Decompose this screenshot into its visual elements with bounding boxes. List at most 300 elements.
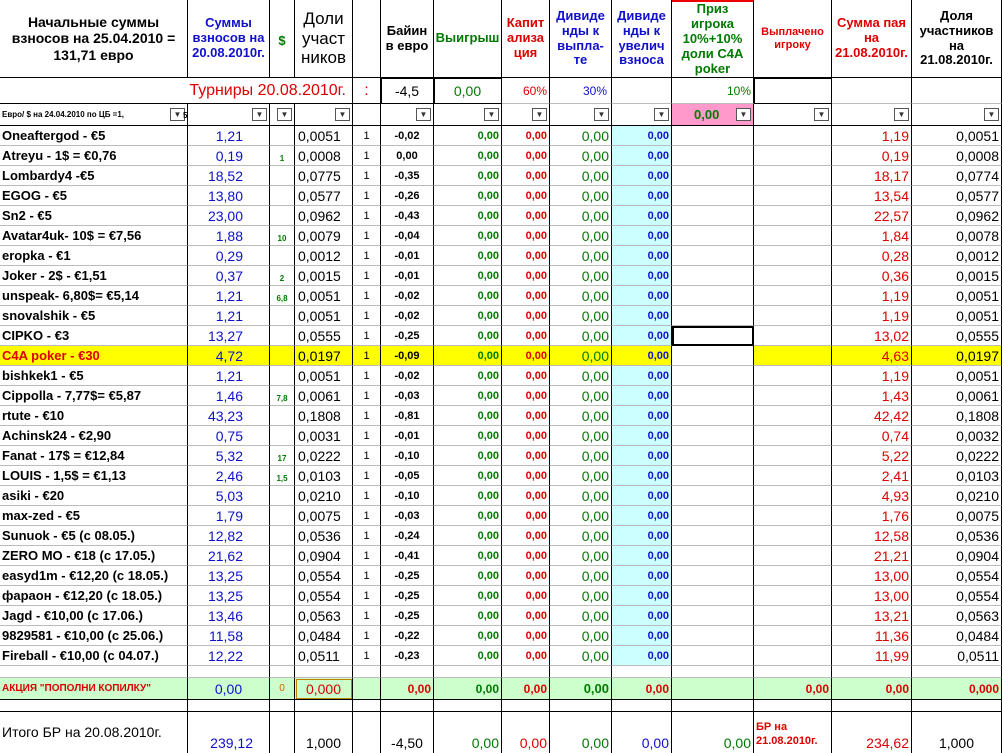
totals-sum: 234,62 [832, 712, 912, 753]
row-13-cap: 0,00 [502, 386, 550, 406]
row-9-prize [672, 306, 754, 326]
row-1-cap: 0,00 [502, 146, 550, 166]
row-14-paid [754, 406, 832, 426]
row-23-sum: 13,00 [832, 586, 912, 606]
row-17-paid [754, 466, 832, 486]
row-25-sum: 11,36 [832, 626, 912, 646]
row-22-buyin: -0,25 [381, 566, 434, 586]
dropdown-arrow-icon[interactable]: ▼ [484, 108, 499, 121]
row-20-win: 0,00 [434, 526, 502, 546]
row-23-name: фараон - €12,20 (с 18.05.) [0, 586, 188, 606]
row-11-name: C4A poker - €30 [0, 346, 188, 366]
row-22-name: easyd1m - €12,20 (с 18.05.) [0, 566, 188, 586]
row-5-buyin: -0,04 [381, 226, 434, 246]
row-5-win: 0,00 [434, 226, 502, 246]
row-0-usd [270, 126, 295, 146]
dropdown-arrow-icon[interactable]: ▼ [814, 108, 829, 121]
row-0-one: 1 [353, 126, 381, 146]
row-6-contrib: 0,29 [188, 246, 270, 266]
row-21-sum: 21,21 [832, 546, 912, 566]
row-12-frac: 0,0051 [912, 366, 1002, 386]
row-10-frac: 0,0555 [912, 326, 1002, 346]
row-12-sum: 1,19 [832, 366, 912, 386]
row-23-share: 0,0554 [295, 586, 353, 606]
row-25-contrib: 11,58 [188, 626, 270, 646]
row-16-paid [754, 446, 832, 466]
row-16-frac: 0,0222 [912, 446, 1002, 466]
row-15-cap: 0,00 [502, 426, 550, 446]
row-7-one: 1 [353, 266, 381, 286]
row-3-frac: 0,0577 [912, 186, 1002, 206]
row-19-divpay: 0,00 [550, 506, 612, 526]
row-9-contrib: 1,21 [188, 306, 270, 326]
row-11-divpay: 0,00 [550, 346, 612, 366]
row-6-one: 1 [353, 246, 381, 266]
row-18-share: 0,0210 [295, 486, 353, 506]
tournament-cap-pct: 60% [502, 78, 550, 104]
row-25-share: 0,0484 [295, 626, 353, 646]
row-15-contrib: 0,75 [188, 426, 270, 446]
row-20-one: 1 [353, 526, 381, 546]
header-divinc: Дивиде нды к увелич взноса [612, 0, 672, 78]
row-17-contrib: 2,46 [188, 466, 270, 486]
row-25-divinc: 0,00 [612, 626, 672, 646]
row-20-divinc: 0,00 [612, 526, 672, 546]
totals-one [353, 712, 381, 753]
header-blank [353, 0, 381, 78]
row-5-sum: 1,84 [832, 226, 912, 246]
row-5-contrib: 1,88 [188, 226, 270, 246]
gap-prize [672, 700, 754, 712]
tournament-win[interactable]: 0,00 [434, 78, 502, 104]
totals-divinc: 0,00 [612, 712, 672, 753]
row-2-one: 1 [353, 166, 381, 186]
row-14-name: rtute - €10 [0, 406, 188, 426]
row-18-prize [672, 486, 754, 506]
dropdown-arrow-icon[interactable]: ▼ [894, 108, 909, 121]
spacer-prize [672, 666, 754, 678]
row-13-divpay: 0,00 [550, 386, 612, 406]
row-6-name: eropka - €1 [0, 246, 188, 266]
row-6-prize [672, 246, 754, 266]
row-26-sum: 11,99 [832, 646, 912, 666]
dropdown-arrow-icon[interactable]: ▼ [654, 108, 669, 121]
row-3-name: EGOG - €5 [0, 186, 188, 206]
row-4-contrib: 23,00 [188, 206, 270, 226]
row-9-name: snovalshik - €5 [0, 306, 188, 326]
row-25-divpay: 0,00 [550, 626, 612, 646]
row-11-sum: 4,63 [832, 346, 912, 366]
row-19-usd [270, 506, 295, 526]
row-5-cap: 0,00 [502, 226, 550, 246]
row-18-name: asiki - €20 [0, 486, 188, 506]
row-7-sum: 0,36 [832, 266, 912, 286]
row-10-cap: 0,00 [502, 326, 550, 346]
row-24-prize [672, 606, 754, 626]
row-24-divpay: 0,00 [550, 606, 612, 626]
row-7-frac: 0,0015 [912, 266, 1002, 286]
spacer-one [353, 666, 381, 678]
tournament-frac-blank [912, 78, 1002, 104]
row-18-buyin: -0,10 [381, 486, 434, 506]
row-11-share: 0,0197 [295, 346, 353, 366]
row-19-cap: 0,00 [502, 506, 550, 526]
row-3-usd [270, 186, 295, 206]
row-22-prize [672, 566, 754, 586]
row-18-paid [754, 486, 832, 506]
row-25-cap: 0,00 [502, 626, 550, 646]
row-1-frac: 0,0008 [912, 146, 1002, 166]
row-6-usd [270, 246, 295, 266]
row-1-contrib: 0,19 [188, 146, 270, 166]
row-4-prize [672, 206, 754, 226]
row-19-contrib: 1,79 [188, 506, 270, 526]
gap-cap [502, 700, 550, 712]
row-3-paid [754, 186, 832, 206]
header-initial: Начальные суммы взносов на 25.04.2010 = 131,71 евро [0, 0, 188, 78]
row-5-prize [672, 226, 754, 246]
gap-buyin [381, 700, 434, 712]
row-4-cap: 0,00 [502, 206, 550, 226]
row-3-contrib: 13,80 [188, 186, 270, 206]
row-23-divinc: 0,00 [612, 586, 672, 606]
row-10-divinc: 0,00 [612, 326, 672, 346]
row-7-divinc: 0,00 [612, 266, 672, 286]
action-contrib: 0,00 [188, 678, 270, 700]
row-12-prize [672, 366, 754, 386]
row-2-name: Lombardy4 -€5 [0, 166, 188, 186]
spacer-sum [832, 666, 912, 678]
row-14-sum: 42,42 [832, 406, 912, 426]
row-8-paid [754, 286, 832, 306]
row-4-divpay: 0,00 [550, 206, 612, 226]
action-usd: 0 [270, 678, 295, 700]
row-23-frac: 0,0554 [912, 586, 1002, 606]
row-14-divpay: 0,00 [550, 406, 612, 426]
header-cap: Капит ализа ция [502, 0, 550, 78]
row-20-divpay: 0,00 [550, 526, 612, 546]
dropdown-arrow-icon[interactable]: ▼ [277, 108, 292, 121]
row-5-paid [754, 226, 832, 246]
row-14-contrib: 43,23 [188, 406, 270, 426]
header-divpay: Дивиде нды к выпла- те [550, 0, 612, 78]
row-14-usd [270, 406, 295, 426]
row-26-usd [270, 646, 295, 666]
row-15-paid [754, 426, 832, 446]
row-13-paid [754, 386, 832, 406]
row-8-one: 1 [353, 286, 381, 306]
row-15-buyin: -0,01 [381, 426, 434, 446]
row-25-paid [754, 626, 832, 646]
row-22-divinc: 0,00 [612, 566, 672, 586]
row-3-win: 0,00 [434, 186, 502, 206]
row-20-contrib: 12,82 [188, 526, 270, 546]
row-8-contrib: 1,21 [188, 286, 270, 306]
row-24-divinc: 0,00 [612, 606, 672, 626]
row-21-one: 1 [353, 546, 381, 566]
row-17-sum: 2,41 [832, 466, 912, 486]
header-contrib: Суммы взносов на 20.08.2010г. [188, 0, 270, 78]
row-19-prize [672, 506, 754, 526]
row-16-divpay: 0,00 [550, 446, 612, 466]
row-21-usd [270, 546, 295, 566]
gap-one [353, 700, 381, 712]
totals-buyin: -4,50 [381, 712, 434, 753]
row-22-usd [270, 566, 295, 586]
row-11-cap: 0,00 [502, 346, 550, 366]
row-26-divpay: 0,00 [550, 646, 612, 666]
dropdown-arrow-icon[interactable]: ▼ [416, 108, 431, 121]
row-19-buyin: -0,03 [381, 506, 434, 526]
row-14-divinc: 0,00 [612, 406, 672, 426]
row-17-frac: 0,0103 [912, 466, 1002, 486]
row-16-win: 0,00 [434, 446, 502, 466]
row-5-usd: 10 [270, 226, 295, 246]
row-9-win: 0,00 [434, 306, 502, 326]
row-23-win: 0,00 [434, 586, 502, 606]
row-10-prize[interactable] [672, 326, 754, 346]
row-5-name: Avatar4uk- 10$ = €7,56 [0, 226, 188, 246]
tournament-prize-pct: 10% [672, 78, 754, 104]
row-11-buyin: -0,09 [381, 346, 434, 366]
row-4-usd [270, 206, 295, 226]
row-26-frac: 0,0511 [912, 646, 1002, 666]
row-1-paid [754, 146, 832, 166]
action-share: 0,000 [295, 678, 353, 700]
row-22-paid [754, 566, 832, 586]
row-6-cap: 0,00 [502, 246, 550, 266]
row-23-contrib: 13,25 [188, 586, 270, 606]
row-20-frac: 0,0536 [912, 526, 1002, 546]
row-2-frac: 0,0774 [912, 166, 1002, 186]
spacer-divpay [550, 666, 612, 678]
gap-name [0, 700, 188, 712]
row-17-prize [672, 466, 754, 486]
row-0-sum: 1,19 [832, 126, 912, 146]
row-2-cap: 0,00 [502, 166, 550, 186]
row-15-name: Achinsk24 - €2,90 [0, 426, 188, 446]
row-16-one: 1 [353, 446, 381, 466]
action-buyin: 0,00 [381, 678, 434, 700]
totals-share: 1,000 [295, 712, 353, 753]
row-17-win: 0,00 [434, 466, 502, 486]
row-17-cap: 0,00 [502, 466, 550, 486]
dropdown-arrow-icon[interactable]: ▼ [984, 108, 999, 121]
row-18-sum: 4,93 [832, 486, 912, 506]
row-0-share: 0,0051 [295, 126, 353, 146]
row-12-paid [754, 366, 832, 386]
dropdown-arrow-icon[interactable]: ▼ [532, 108, 547, 121]
row-1-win: 0,00 [434, 146, 502, 166]
gap-divpay [550, 700, 612, 712]
row-25-usd [270, 626, 295, 646]
row-13-one: 1 [353, 386, 381, 406]
row-7-win: 0,00 [434, 266, 502, 286]
row-17-usd: 1,5 [270, 466, 295, 486]
row-3-share: 0,0577 [295, 186, 353, 206]
row-3-divpay: 0,00 [550, 186, 612, 206]
row-10-buyin: -0,25 [381, 326, 434, 346]
totals-contrib: 239,12 [188, 712, 270, 753]
row-25-prize [672, 626, 754, 646]
action-sum: 0,00 [832, 678, 912, 700]
row-13-buyin: -0,03 [381, 386, 434, 406]
row-12-one: 1 [353, 366, 381, 386]
row-7-paid [754, 266, 832, 286]
row-24-paid [754, 606, 832, 626]
row-19-one: 1 [353, 506, 381, 526]
action-frac: 0,000 [912, 678, 1002, 700]
spacer-win [434, 666, 502, 678]
row-21-buyin: -0,41 [381, 546, 434, 566]
row-21-share: 0,0904 [295, 546, 353, 566]
row-19-divinc: 0,00 [612, 506, 672, 526]
spacer-contrib [188, 666, 270, 678]
row-16-sum: 5,22 [832, 446, 912, 466]
row-19-name: max-zed - €5 [0, 506, 188, 526]
row-9-cap: 0,00 [502, 306, 550, 326]
row-22-sum: 13,00 [832, 566, 912, 586]
row-24-usd [270, 606, 295, 626]
row-13-usd: 7,8 [270, 386, 295, 406]
row-7-divpay: 0,00 [550, 266, 612, 286]
header-paid: Выплачено игроку [754, 0, 832, 78]
totals-frac: 1,000 [912, 712, 1002, 753]
gap-contrib [188, 700, 270, 712]
header-buyin: Байин в евро [381, 0, 434, 78]
row-23-prize [672, 586, 754, 606]
row-0-divpay: 0,00 [550, 126, 612, 146]
row-3-sum: 13,54 [832, 186, 912, 206]
row-4-name: Sn2 - €5 [0, 206, 188, 226]
tournament-div-pct: 30% [550, 78, 612, 104]
row-6-sum: 0,28 [832, 246, 912, 266]
row-18-divinc: 0,00 [612, 486, 672, 506]
spacer-cap [502, 666, 550, 678]
tournament-buyin[interactable]: -4,5 [381, 78, 434, 104]
action-divinc: 0,00 [612, 678, 672, 700]
row-2-divpay: 0,00 [550, 166, 612, 186]
row-2-sum: 18,17 [832, 166, 912, 186]
row-18-win: 0,00 [434, 486, 502, 506]
totals-cap: 0,00 [502, 712, 550, 753]
dropdown-arrow-icon[interactable]: ▼ [252, 108, 267, 121]
row-1-name: Atreyu - 1$ = €0,76 [0, 146, 188, 166]
row-19-paid [754, 506, 832, 526]
row-8-divinc: 0,00 [612, 286, 672, 306]
header-share-frac: Доля участников на 21.08.2010г. [912, 0, 1002, 78]
row-15-share: 0,0031 [295, 426, 353, 446]
row-0-divinc: 0,00 [612, 126, 672, 146]
row-5-one: 1 [353, 226, 381, 246]
row-14-prize [672, 406, 754, 426]
row-22-divpay: 0,00 [550, 566, 612, 586]
row-13-divinc: 0,00 [612, 386, 672, 406]
action-divpay: 0,00 [550, 678, 612, 700]
row-17-share: 0,0103 [295, 466, 353, 486]
row-4-frac: 0,0962 [912, 206, 1002, 226]
tournament-colon: : [353, 78, 381, 104]
row-11-one: 1 [353, 346, 381, 366]
row-8-usd: 6,8 [270, 286, 295, 306]
row-13-frac: 0,0061 [912, 386, 1002, 406]
row-26-share: 0,0511 [295, 646, 353, 666]
row-23-paid [754, 586, 832, 606]
row-2-contrib: 18,52 [188, 166, 270, 186]
row-21-divinc: 0,00 [612, 546, 672, 566]
row-7-prize [672, 266, 754, 286]
row-0-win: 0,00 [434, 126, 502, 146]
row-23-one: 1 [353, 586, 381, 606]
row-24-cap: 0,00 [502, 606, 550, 626]
tournament-divinc-blank [612, 78, 672, 104]
row-21-divpay: 0,00 [550, 546, 612, 566]
row-10-contrib: 13,27 [188, 326, 270, 346]
row-12-contrib: 1,21 [188, 366, 270, 386]
header-shares: Доли участ ников [295, 0, 353, 78]
row-15-prize [672, 426, 754, 446]
spacer-usd [270, 666, 295, 678]
dropdown-arrow-icon[interactable]: ▼ [170, 108, 185, 121]
row-20-buyin: -0,24 [381, 526, 434, 546]
row-4-one: 1 [353, 206, 381, 226]
row-21-contrib: 21,62 [188, 546, 270, 566]
filter-label-suffix: 5 [183, 110, 188, 120]
row-11-prize [672, 346, 754, 366]
header-win: Выигрыш [434, 0, 502, 78]
row-17-divinc: 0,00 [612, 466, 672, 486]
row-13-contrib: 1,46 [188, 386, 270, 406]
row-1-usd: 1 [270, 146, 295, 166]
row-8-win: 0,00 [434, 286, 502, 306]
row-25-win: 0,00 [434, 626, 502, 646]
action-win: 0,00 [434, 678, 502, 700]
dropdown-arrow-icon[interactable]: ▼ [335, 108, 350, 121]
row-21-cap: 0,00 [502, 546, 550, 566]
dropdown-arrow-icon[interactable]: ▼ [736, 108, 751, 121]
row-8-divpay: 0,00 [550, 286, 612, 306]
row-4-paid [754, 206, 832, 226]
row-15-one: 1 [353, 426, 381, 446]
dropdown-arrow-icon[interactable]: ▼ [594, 108, 609, 121]
row-1-sum: 0,19 [832, 146, 912, 166]
row-13-win: 0,00 [434, 386, 502, 406]
row-0-cap: 0,00 [502, 126, 550, 146]
row-20-paid [754, 526, 832, 546]
row-1-divpay: 0,00 [550, 146, 612, 166]
tournament-paid-blank[interactable] [754, 78, 832, 104]
row-15-usd [270, 426, 295, 446]
row-9-usd [270, 306, 295, 326]
action-prize [672, 678, 754, 700]
spacer-frac [912, 666, 1002, 678]
row-0-name: Oneaftergod - €5 [0, 126, 188, 146]
row-9-divinc: 0,00 [612, 306, 672, 326]
row-6-buyin: -0,01 [381, 246, 434, 266]
row-3-buyin: -0,26 [381, 186, 434, 206]
row-14-share: 0,1808 [295, 406, 353, 426]
row-19-win: 0,00 [434, 506, 502, 526]
row-25-buyin: -0,22 [381, 626, 434, 646]
gap-divinc [612, 700, 672, 712]
row-24-frac: 0,0563 [912, 606, 1002, 626]
gap-frac [912, 700, 1002, 712]
row-3-cap: 0,00 [502, 186, 550, 206]
row-21-name: ZERO MO - €18 (с 17.05.) [0, 546, 188, 566]
row-12-share: 0,0051 [295, 366, 353, 386]
row-16-share: 0,0222 [295, 446, 353, 466]
totals-divpay: 0,00 [550, 712, 612, 753]
